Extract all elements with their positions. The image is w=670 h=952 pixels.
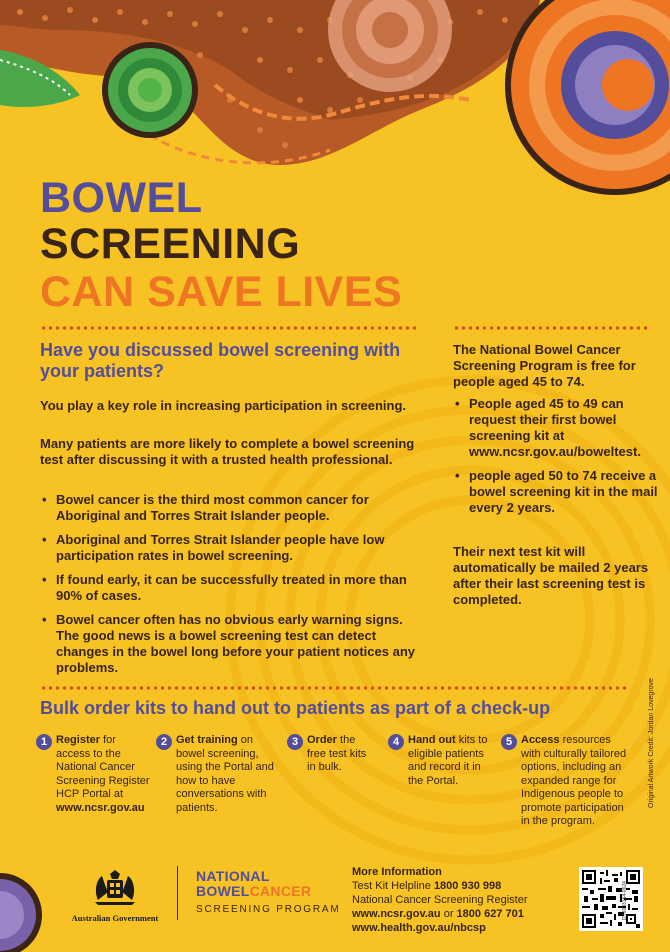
eligibility-list: [453, 396, 658, 524]
step-number: 2: [156, 734, 172, 750]
step-1: [36, 734, 151, 815]
gov-label: Australian Government: [71, 913, 159, 923]
step-text: on bowel screening, using the Portal and how to have conversations with patients.: [176, 734, 274, 814]
step-text: resources with culturally tailored options, including an expanded range for Indigenous people to promote participation in the program.: [521, 734, 627, 827]
helpline: [352, 879, 527, 893]
title-line-1: BOWEL: [40, 174, 203, 222]
program-eligibility: The National Bowel Cancer Screening Program is free for people aged 45 to 74.: [453, 342, 636, 389]
coat-of-arms-icon: [90, 870, 140, 906]
document-code: DT0003154-0624: [622, 881, 628, 920]
step-action: Register: [56, 734, 101, 746]
list-item: • Bowel cancer is the third most common cancer for Aboriginal and Torres Strait Islander people.: [40, 492, 422, 524]
step-number: 4: [388, 734, 404, 750]
step-3: [287, 734, 371, 775]
step-5: [501, 734, 629, 829]
footer-divider: [177, 866, 178, 920]
program-bowel: BOWEL: [196, 883, 250, 899]
title-line-3: CAN SAVE LIVES: [40, 268, 403, 316]
dotted-divider-right: [453, 326, 651, 330]
register-name: National Cancer Screening Register: [352, 894, 528, 906]
list-item: • If found early, it can be successfully treated in more than 90% of cases.: [40, 572, 422, 604]
qr-code[interactable]: [579, 867, 643, 931]
register-contact: [352, 907, 527, 921]
step-number: 1: [36, 734, 52, 750]
title-line-2: SCREENING: [40, 220, 301, 268]
step-2: [156, 734, 274, 815]
question-heading: Have you discussed bowel screening with your patients?: [40, 340, 401, 381]
list-item: • People aged 45 to 49 can request their first bowel screening kit at www.ncsr.gov.au/boweltest.: [453, 396, 658, 460]
program-name-line-3: SCREENING PROGRAM: [196, 904, 341, 915]
step-text: for access to the National Cancer Screening Register HCP Portal at: [56, 734, 150, 800]
or-text: or: [440, 908, 457, 920]
step-number: 5: [501, 734, 517, 750]
program-cancer: CANCER: [249, 883, 312, 899]
next-kit-note: Their next test kit will automatically be mailed 2 years after their last screening test is completed.: [453, 544, 649, 607]
facts-list: [40, 492, 422, 684]
bulk-order-heading: Bulk order kits to hand out to patients as part of a check-up: [40, 698, 551, 718]
artwork-credit: Original Artwork Credit: Jordan Lovegrove: [648, 678, 655, 808]
ncsr-url-link[interactable]: www.ncsr.gov.au: [352, 908, 441, 920]
step-number: 3: [287, 734, 303, 750]
more-information: [352, 865, 527, 935]
intro-paragraph-1: You play a key role in increasing participation in screening.: [40, 398, 407, 413]
health-url-link[interactable]: www.health.gov.au/nbcsp: [352, 922, 486, 934]
step-action: Access: [521, 734, 560, 746]
nbcsp-logo: [196, 869, 341, 917]
australian-government-logo: [70, 870, 160, 923]
helpline-number[interactable]: 1800 930 998: [433, 880, 502, 892]
step-action: Hand out: [408, 734, 456, 746]
helpline-label: Test Kit Helpline: [352, 880, 434, 892]
dotted-divider-left: [40, 326, 416, 330]
list-item: • Aboriginal and Torres Strait Islander people have low participation rates in bowel screening.: [40, 532, 422, 564]
program-name-line-1: NATIONAL: [196, 868, 270, 884]
program-name-line-2: [196, 884, 341, 899]
register-number[interactable]: 1800 627 701: [456, 908, 524, 920]
list-item: • Bowel cancer often has no obvious early warning signs. The good news is a bowel screening test can detect changes in the bowel long before your patient notices any problems.: [40, 612, 422, 676]
step-action: Order: [307, 734, 337, 746]
list-item: • people aged 50 to 74 receive a bowel screening kit in the mail every 2 years.: [453, 468, 658, 516]
qr-code-icon: [582, 870, 640, 928]
step-action: Get training: [176, 734, 238, 746]
step-4: [388, 734, 492, 788]
ncsr-link[interactable]: www.ncsr.gov.au: [56, 801, 145, 814]
dotted-divider-bottom: [40, 686, 630, 690]
intro-paragraph-2: Many patients are more likely to complete a bowel screening test after discussing it with a trusted health professional.: [40, 436, 415, 467]
step-text: the free test kits in bulk.: [307, 734, 367, 773]
step-text: kits to eligible patients and record it in the Portal.: [408, 734, 488, 787]
more-info-heading: More Information: [352, 866, 442, 878]
